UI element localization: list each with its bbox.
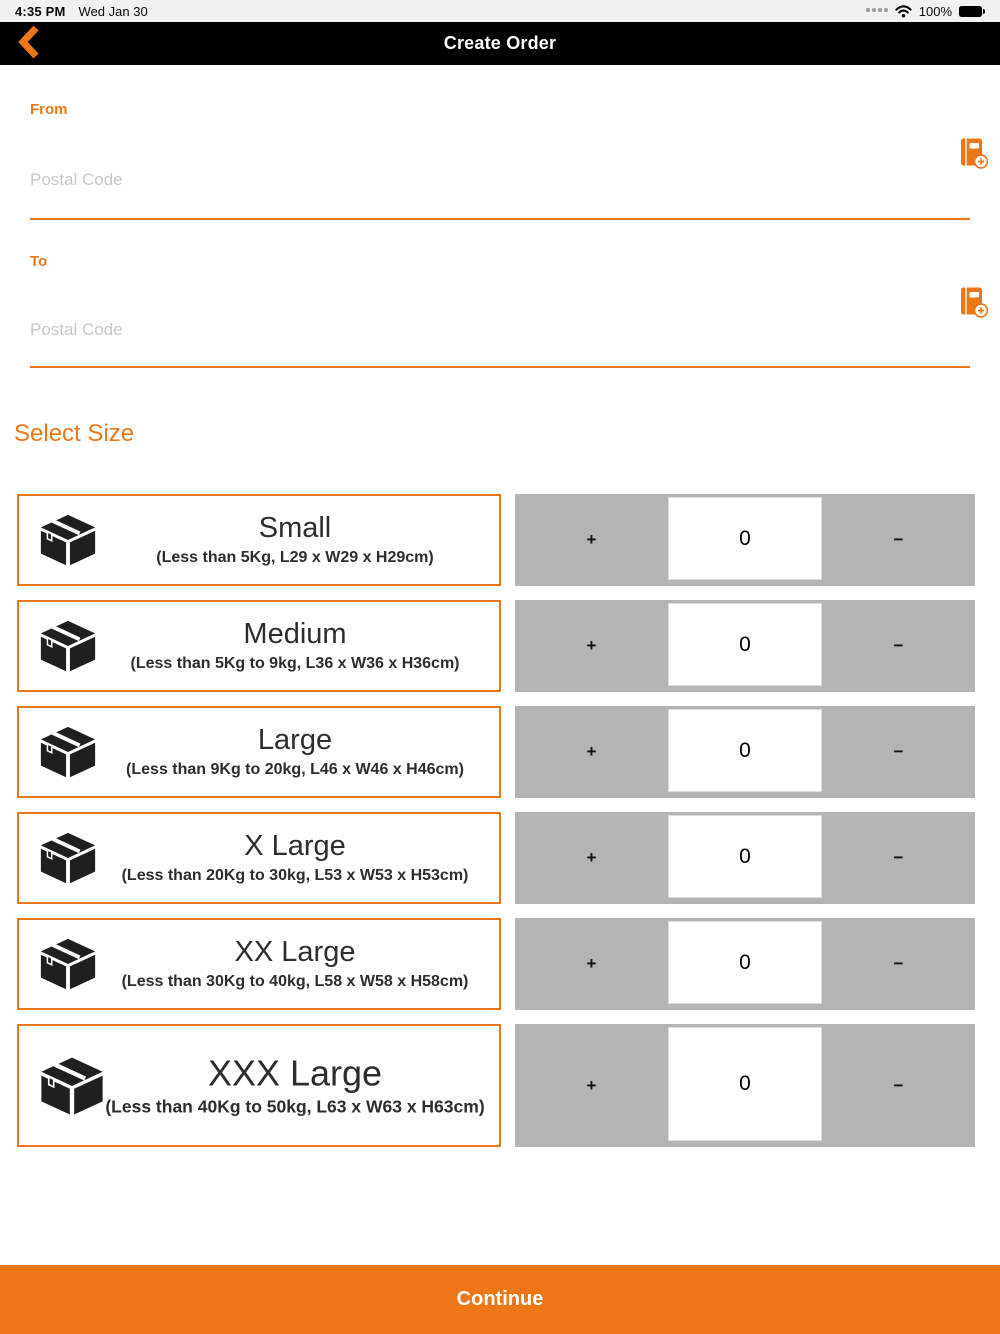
package-box-icon — [37, 512, 99, 568]
back-button[interactable] — [12, 25, 46, 62]
size-card-x-large[interactable] — [17, 812, 501, 904]
package-box-icon — [37, 724, 99, 780]
size-row-x-large — [0, 812, 1000, 904]
size-row-medium — [0, 600, 1000, 692]
to-label: To — [30, 253, 48, 270]
decrement-button[interactable]: − — [822, 918, 975, 1010]
battery-icon — [959, 6, 985, 17]
page-title: Create Order — [443, 33, 557, 53]
size-description: (Less than 5Kg to 9kg, L36 x W36 x H36cm) — [130, 654, 460, 672]
battery-percent: 100% — [918, 3, 952, 19]
from-postal-input[interactable] — [30, 168, 970, 192]
from-label: From — [30, 101, 68, 118]
size-card-large[interactable] — [17, 706, 501, 798]
size-name: XXX Large — [207, 1052, 383, 1094]
continue-button[interactable]: Continue — [0, 1265, 1000, 1334]
nav-bar — [0, 22, 1000, 65]
decrement-button[interactable]: − — [822, 1024, 975, 1147]
quantity-value: 0 — [668, 497, 822, 580]
select-size-heading: Select Size — [14, 420, 135, 447]
package-box-icon — [37, 618, 99, 674]
quantity-stepper-large — [515, 706, 975, 798]
status-bar — [0, 0, 1000, 22]
size-name: X Large — [244, 830, 346, 863]
decrement-button[interactable]: − — [822, 706, 975, 798]
size-name: Medium — [243, 618, 347, 651]
increment-button[interactable]: + — [515, 706, 668, 798]
package-box-icon — [37, 936, 99, 992]
package-box-icon — [37, 830, 99, 886]
increment-button[interactable]: + — [515, 812, 668, 904]
size-description: (Less than 40Kg to 50kg, L63 x W63 x H63cm) — [105, 1096, 485, 1117]
size-description: (Less than 20Kg to 30kg, L53 x W53 x H53cm) — [121, 866, 469, 884]
quantity-value: 0 — [668, 921, 822, 1004]
size-row-small — [0, 494, 1000, 586]
quantity-value: 0 — [668, 1027, 822, 1141]
status-date: Wed Jan 30 — [78, 3, 148, 19]
decrement-button[interactable]: − — [822, 494, 975, 586]
size-rows — [0, 494, 1000, 1147]
status-time: 4:35 PM — [15, 3, 66, 19]
size-row-large — [0, 706, 1000, 798]
increment-button[interactable]: + — [515, 1024, 668, 1147]
increment-button[interactable]: + — [515, 494, 668, 586]
increment-button[interactable]: + — [515, 600, 668, 692]
quantity-value: 0 — [668, 709, 822, 792]
to-postal-input[interactable] — [30, 318, 970, 342]
quantity-value: 0 — [668, 603, 822, 686]
to-postal-field — [30, 318, 970, 368]
quantity-stepper-xx-large — [515, 918, 975, 1010]
size-card-medium[interactable] — [17, 600, 501, 692]
size-name: Small — [258, 512, 332, 545]
size-name: Large — [257, 724, 333, 757]
size-card-xx-large[interactable] — [17, 918, 501, 1010]
quantity-stepper-x-large — [515, 812, 975, 904]
quantity-stepper-small — [515, 494, 975, 586]
wifi-icon — [895, 5, 912, 18]
size-row-xx-large — [0, 918, 1000, 1010]
size-description: (Less than 5Kg, L29 x W29 x H29cm) — [156, 548, 434, 566]
quantity-value: 0 — [668, 815, 822, 898]
size-card-xxx-large[interactable] — [17, 1024, 501, 1147]
size-description: (Less than 30Kg to 40kg, L58 x W58 x H58cm) — [121, 972, 469, 990]
increment-button[interactable]: + — [515, 918, 668, 1010]
from-postal-field — [30, 168, 970, 220]
decrement-button[interactable]: − — [822, 600, 975, 692]
size-description: (Less than 9Kg to 20kg, L46 x W46 x H46cm) — [126, 760, 464, 778]
size-row-xxx-large — [0, 1024, 1000, 1147]
cellular-signal-icon — [866, 8, 888, 14]
decrement-button[interactable]: − — [822, 812, 975, 904]
from-address-book-button[interactable] — [957, 137, 989, 171]
back-chevron-icon — [16, 25, 42, 62]
size-name: XX Large — [234, 936, 356, 969]
quantity-stepper-medium — [515, 600, 975, 692]
to-address-book-button[interactable] — [957, 286, 989, 320]
quantity-stepper-xxx-large — [515, 1024, 975, 1147]
size-card-small[interactable] — [17, 494, 501, 586]
